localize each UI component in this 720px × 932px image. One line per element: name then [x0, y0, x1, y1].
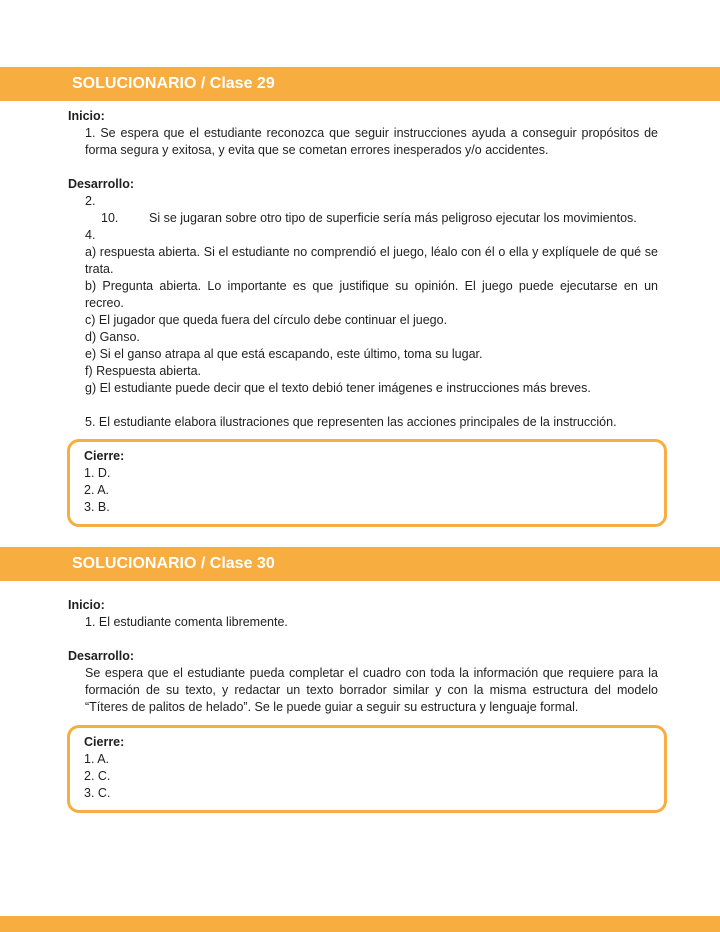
cierre-item: 3. B.: [84, 500, 110, 514]
cierre-item: 1. D.: [84, 466, 111, 480]
cierre-box-clase-29: [67, 439, 667, 527]
section-title: SOLUCIONARIO / Clase 29: [72, 75, 275, 92]
inicio-heading: Inicio:: [68, 598, 105, 612]
desarrollo-item-5: 5. El estudiante elabora ilustraciones que representen las acciones principales de la instrucción.: [85, 415, 617, 429]
item-4d: d) Ganso.: [85, 330, 140, 344]
item-4f: f) Respuesta abierta.: [85, 364, 202, 378]
section-header-clase-30: [0, 547, 720, 581]
item-4b: b) Pregunta abierta. Lo importante es que justifique su opinión. El juego puede ejecutarse en un recreo.: [85, 279, 658, 310]
cierre-item: 1. A.: [84, 752, 110, 766]
cierre-item: 2. C.: [84, 769, 111, 783]
cierre-heading: Cierre:: [84, 449, 125, 463]
cierre-item: 3. C.: [84, 786, 111, 800]
clase-29-content: [68, 108, 658, 431]
item-4e: e) Si el ganso atrapa al que está escapando, este último, toma su lugar.: [85, 347, 483, 361]
cierre-heading: Cierre:: [84, 735, 125, 749]
item-4a: a) respuesta abierta. Si el estudiante no comprendió el juego, léalo con él o ella y explíquele de qué se trata.: [85, 245, 658, 276]
section-header-clase-29: [0, 67, 720, 101]
item-4c: c) El jugador que queda fuera del círculo debe continuar el juego.: [85, 313, 448, 327]
item-2-sub-number: 10.: [101, 211, 119, 225]
desarrollo-paragraph: Se espera que el estudiante pueda completar el cuadro con toda la información que requiere para la formación de su texto, y redactar un texto borrador similar y con la misma estructura del modelo “Títeres de palitos de helado”. Se le puede guiar a seguir su estructura y lenguaje formal.: [85, 666, 658, 714]
inicio-heading: Inicio:: [68, 109, 105, 123]
cierre-box-clase-30: [67, 725, 667, 813]
footer-bar: [0, 916, 720, 932]
item-4g: g) El estudiante puede decir que el texto debió tener imágenes e instrucciones más breves.: [85, 381, 591, 395]
inicio-item-1: 1. Se espera que el estudiante reconozca que seguir instrucciones ayuda a conseguir propósitos de forma segura y exitosa, y evita que se cometan errores inesperados y/o accidentes.: [85, 126, 658, 157]
desarrollo-item-4: 4.: [85, 228, 96, 242]
desarrollo-heading: Desarrollo:: [68, 649, 134, 663]
desarrollo-heading: Desarrollo:: [68, 177, 134, 191]
item-2-sub-text: Si se jugaran sobre otro tipo de superficie sería más peligroso ejecutar los movimientos.: [149, 211, 637, 225]
desarrollo-item-2: 2.: [85, 194, 96, 208]
inicio-item-1: 1. El estudiante comenta libremente.: [85, 615, 288, 629]
clase-30-content: [68, 597, 658, 716]
section-title: SOLUCIONARIO / Clase 30: [72, 555, 275, 572]
cierre-item: 2. A.: [84, 483, 110, 497]
desarrollo-item-2-sub: [68, 210, 658, 227]
